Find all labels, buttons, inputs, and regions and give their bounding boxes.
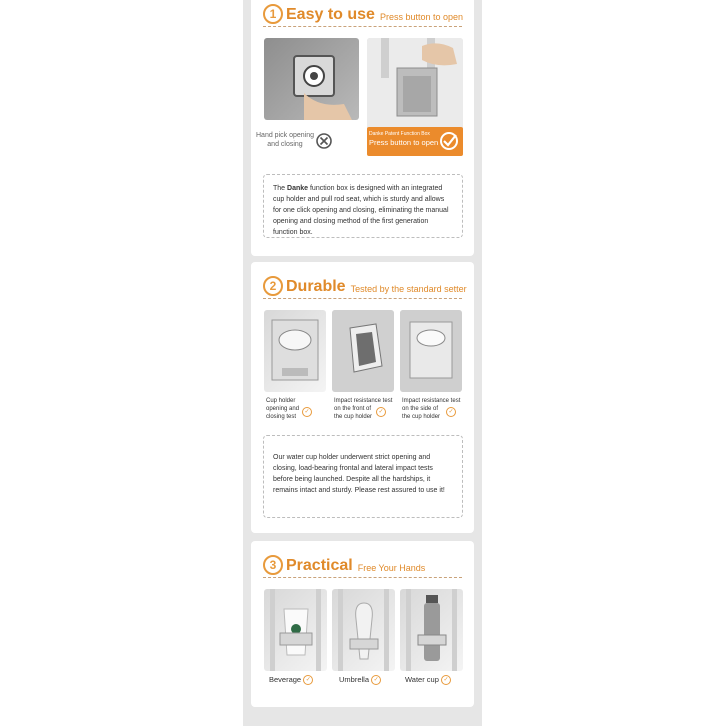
use-label-beverage	[269, 675, 313, 685]
check-circle-icon: ✓	[376, 407, 386, 417]
use-label-text: Umbrella	[339, 675, 370, 684]
hand-pick-caption	[254, 131, 316, 149]
press-button-label: Press button to open	[369, 138, 439, 147]
caption-line: Impact resistance test	[402, 398, 461, 404]
cup-holder-illustration	[264, 310, 326, 392]
easy-description-box	[263, 174, 463, 238]
manual-box-illustration	[264, 38, 359, 120]
use-label-text: Water cup	[405, 675, 439, 684]
check-circle-icon	[439, 131, 459, 151]
use-label-umbrella	[339, 675, 381, 685]
section-number-badge: 2	[263, 276, 283, 296]
caption-line: the cup holder	[402, 414, 441, 420]
umbrella-illustration	[332, 589, 395, 671]
coffee-cup-illustration	[264, 589, 327, 671]
section-subtitle: Tested by the standard setter	[350, 284, 467, 294]
front-impact-illustration	[332, 310, 394, 392]
hand-pick-caption-line2: and closing	[267, 141, 303, 148]
caption-line: Impact resistance test	[334, 398, 393, 404]
test-photo-2	[332, 310, 394, 392]
section-heading	[263, 276, 467, 296]
caption-line: the cup holder	[334, 414, 373, 420]
hand-pick-caption-line1: Hand pick opening	[256, 132, 314, 139]
section-subtitle: Free Your Hands	[357, 563, 426, 573]
section-number-badge: 3	[263, 555, 283, 575]
section-title: Practical	[286, 557, 353, 574]
heading-divider	[263, 298, 462, 299]
check-circle-icon: ✓	[303, 675, 313, 685]
test-photo-3	[400, 310, 462, 392]
patent-function-tag	[367, 127, 463, 156]
x-circle-icon	[315, 132, 333, 150]
test-caption-2	[334, 397, 398, 421]
test-photo-1	[264, 310, 326, 392]
test-caption-3	[402, 397, 466, 421]
easy-to-use-card	[251, 0, 474, 256]
heading-divider	[263, 577, 462, 578]
practical-card	[251, 541, 474, 707]
caption-line: closing test	[266, 414, 297, 420]
check-circle-icon: ✓	[441, 675, 451, 685]
check-circle-icon: ✓	[302, 407, 312, 417]
brand-name: Danke	[287, 185, 309, 192]
section-title: Durable	[286, 278, 346, 295]
check-circle-icon: ✓	[371, 675, 381, 685]
description-prefix: The	[273, 185, 288, 192]
durable-description-box: Our water cup holder underwent strict opening and closing, load-bearing frontal and lateral impact tests before being launched. Despite all the hardships, it remains intact and sturdy. Please rest assured to use it!	[263, 435, 463, 518]
use-label-water-cup	[405, 675, 451, 685]
section-heading	[263, 555, 425, 575]
water-bottle-illustration	[400, 589, 463, 671]
water-cup-photo	[400, 589, 463, 671]
patent-label: Danke Patent Function Box	[369, 131, 430, 137]
check-circle-icon: ✓	[446, 407, 456, 417]
beverage-photo	[264, 589, 327, 671]
hand-pick-photo	[264, 38, 359, 120]
section-heading	[263, 4, 463, 24]
use-label-text: Beverage	[269, 675, 302, 684]
caption-line: on the front of	[334, 406, 372, 412]
durable-card	[251, 262, 474, 533]
caption-line: Cup holder	[266, 398, 296, 404]
description-text: function box is designed with an integrated cup holder and pull rod seat, which is sturdy and allows for one click opening and closing, eliminating the manual opening and closing method of the first generation function box.	[273, 185, 449, 236]
section-subtitle: Press button to open	[379, 12, 463, 22]
section-number-badge: 1	[263, 4, 283, 24]
umbrella-photo	[332, 589, 395, 671]
caption-line: opening and	[266, 406, 300, 412]
caption-line: on the side of	[402, 406, 439, 412]
section-title: Easy to use	[286, 6, 375, 23]
heading-divider	[263, 26, 462, 27]
side-impact-illustration	[400, 310, 462, 392]
